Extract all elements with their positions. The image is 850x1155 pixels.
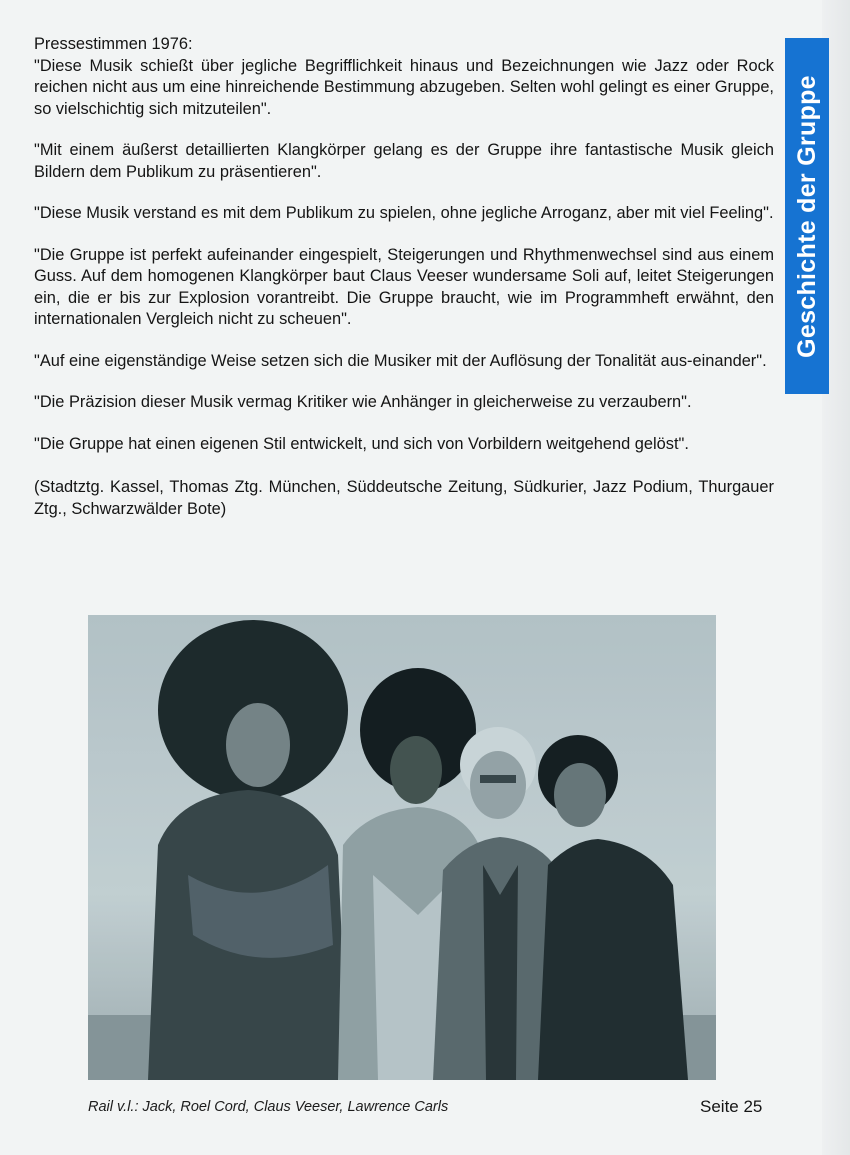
band-photo (88, 615, 716, 1080)
page-number: Seite 25 (700, 1097, 763, 1116)
photo-caption: Rail v.l.: Jack, Roel Cord, Claus Veeser, Lawrence Carls (88, 1099, 449, 1115)
section-side-tab-label: Geschichte der Gruppe (792, 74, 821, 358)
quote-5: "Auf eine eigenständige Weise setzen sich die Musiker mit der Auflösung der Tonalität aus-einander". (34, 351, 767, 370)
quote-6: "Die Präzision dieser Musik vermag Kritiker wie Anhänger in gleicherweise zu verzaubern". (34, 393, 692, 411)
quote-1: "Diese Musik schießt über jegliche Begrifflichkeit hinaus und Bezeichnungen wie Jazz oder Rock reichen nicht aus um eine hinreichende Bestimmung abzugeben. Selten wohl gelingt es einer Gruppe, so vielschichtig sich mitzuteilen". (34, 56, 774, 118)
section-side-tab (785, 38, 829, 394)
band-photo-image (88, 615, 716, 1080)
press-heading: Pressestimmen 1976: (34, 35, 193, 53)
press-quotes-block (34, 34, 774, 540)
quote-2: "Mit einem äußerst detaillierten Klangkörper gelang es der Gruppe ihre fantastische Musik gleich Bildern dem Publikum zu präsentieren". (34, 141, 774, 181)
quote-4: "Die Gruppe ist perfekt aufeinander eingespielt, Steigerungen und Rhythmenwechsel sind aus einem Guss. Auf dem homogenen Klangkörper baut Claus Veeser wundersame Soli auf, leitet Steigerungen ein, die er bis zur Explosion vorantreibt. Die Gruppe braucht, wie im Programmheft erwähnt, den internationalen Vergleich nicht zu scheuen". (34, 245, 774, 328)
quote-7: "Die Gruppe hat einen eigenen Stil entwickelt, und sich von Vorbildern weitgehend gelöst". (34, 434, 689, 453)
press-sources: (Stadtztg. Kassel, Thomas Ztg. München, Süddeutsche Zeitung, Südkurier, Jazz Podium, Thurgauer Ztg., Schwarzwälder Bote) (34, 478, 774, 518)
quote-3: "Diese Musik verstand es mit dem Publikum zu spielen, ohne jegliche Arroganz, aber mit viel Feeling". (34, 204, 774, 222)
